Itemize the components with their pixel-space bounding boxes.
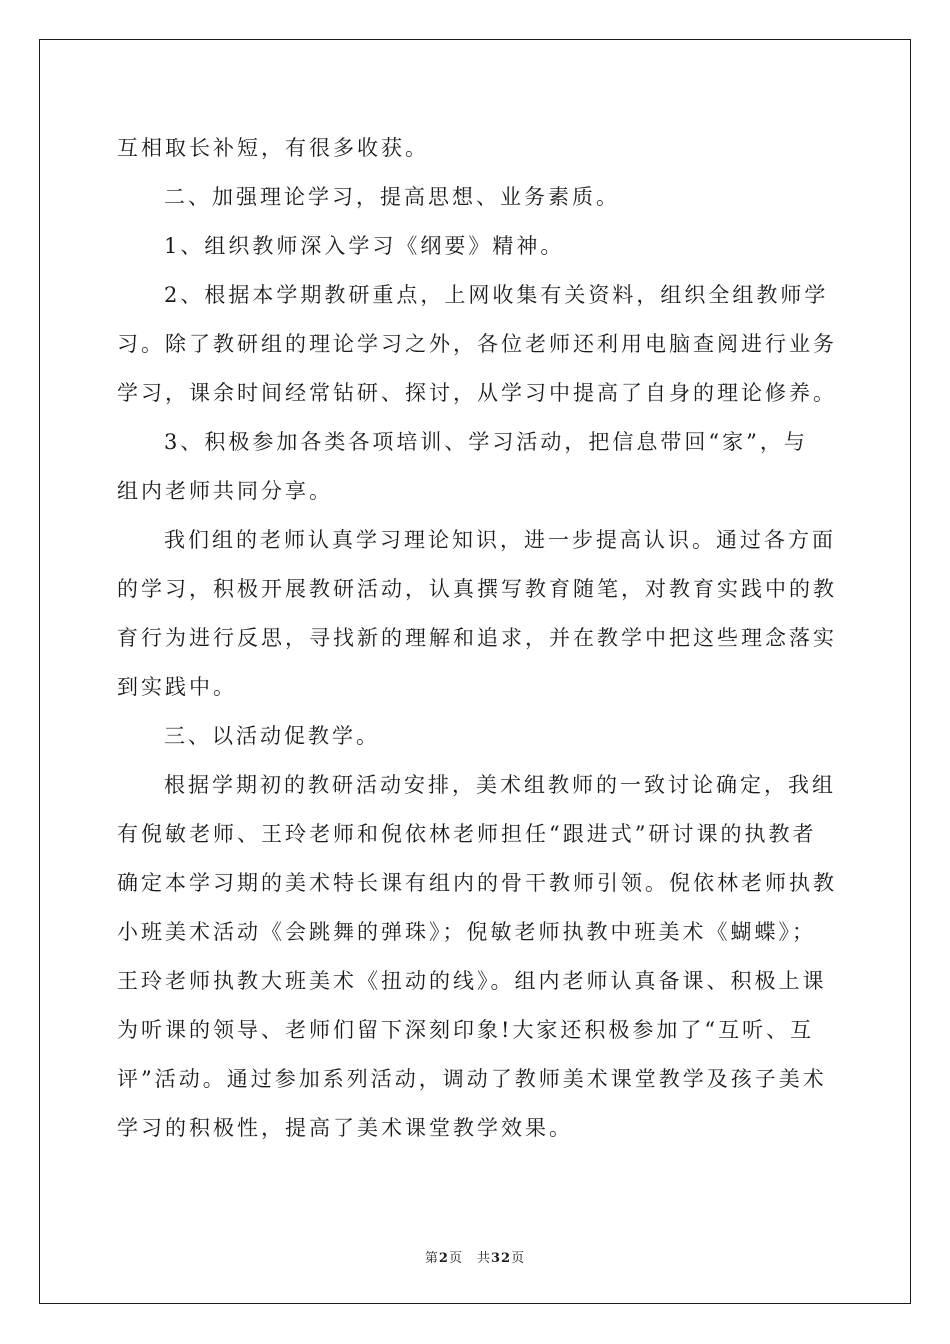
text-line: 学习的积极性，提高了美术课堂教学效果。 [117, 1116, 573, 1140]
page-footer [0, 1247, 950, 1266]
total-prefix: 共 [476, 1251, 491, 1266]
total-pages: 32 [490, 1251, 512, 1266]
text-line: 组内老师共同分享。 [117, 479, 333, 503]
text-line: 确定本学习期的美术特长课有组内的骨干教师引领。倪依林老师执教 [117, 871, 837, 895]
text-line: 王玲老师执教大班美术《扭动的线》。组内老师认真备课、积极上课 [117, 969, 827, 993]
paragraph [117, 173, 833, 222]
text-line: 的学习，积极开展教研活动，认真撰写教育随笔，对教育实践中的教 [117, 577, 837, 601]
page-prefix: 第 [424, 1251, 439, 1266]
text-line: 学习，课余时间经常钻研、探讨，从学习中提高了自身的理论修养。 [117, 381, 837, 405]
paragraph [117, 712, 833, 761]
page-number: 2 [438, 1251, 449, 1266]
text-line: 习。除了教研组的理论学习之外，各位老师还利用电脑查阅进行业务 [117, 332, 837, 356]
text-line: 2、根据本学期教研重点，上网收集有关资料，组织全组教师学 [164, 283, 829, 307]
text-line: 到实践中。 [117, 675, 237, 699]
paragraph [117, 418, 833, 516]
text-line: 二、加强理论学习，提高思想、业务素质。 [164, 185, 620, 209]
text-line: 3、积极参加各类各项培训、学习活动，把信息带回“家”，与 [164, 430, 808, 454]
text-line: 我们组的老师认真学习理论知识，进一步提高认识。通过各方面 [164, 528, 836, 552]
page-suffix: 页 [448, 1251, 463, 1266]
text-line: 互相取长补短，有很多收获。 [117, 136, 429, 160]
paragraph [117, 761, 837, 1153]
paragraph [117, 124, 833, 173]
document-body [117, 124, 837, 1153]
paragraph [117, 222, 833, 271]
text-line: 1、组织教师深入学习《纲要》精神。 [164, 234, 565, 258]
text-line: 三、以活动促教学。 [164, 724, 380, 748]
paragraph [117, 271, 837, 418]
text-line: 评”活动。通过参加系列活动，调动了教师美术课堂教学及孩子美术 [117, 1067, 827, 1091]
text-line: 有倪敏老师、王玲老师和倪依林老师担任“跟进式”研讨课的执教者 [117, 822, 817, 846]
paragraph [117, 516, 837, 712]
text-line: 为听课的领导、老师们留下深刻印象!大家还积极参加了“互听、互 [117, 1018, 815, 1042]
text-line: 育行为进行反思，寻找新的理解和追求，并在教学中把这些理念落实 [117, 626, 837, 650]
text-line: 小班美术活动《会跳舞的弹珠》；倪敏老师执教中班美术《蝴蝶》； [117, 920, 816, 944]
total-suffix: 页 [511, 1251, 526, 1266]
text-line: 根据学期初的教研活动安排，美术组教师的一致讨论确定，我组 [164, 773, 836, 797]
